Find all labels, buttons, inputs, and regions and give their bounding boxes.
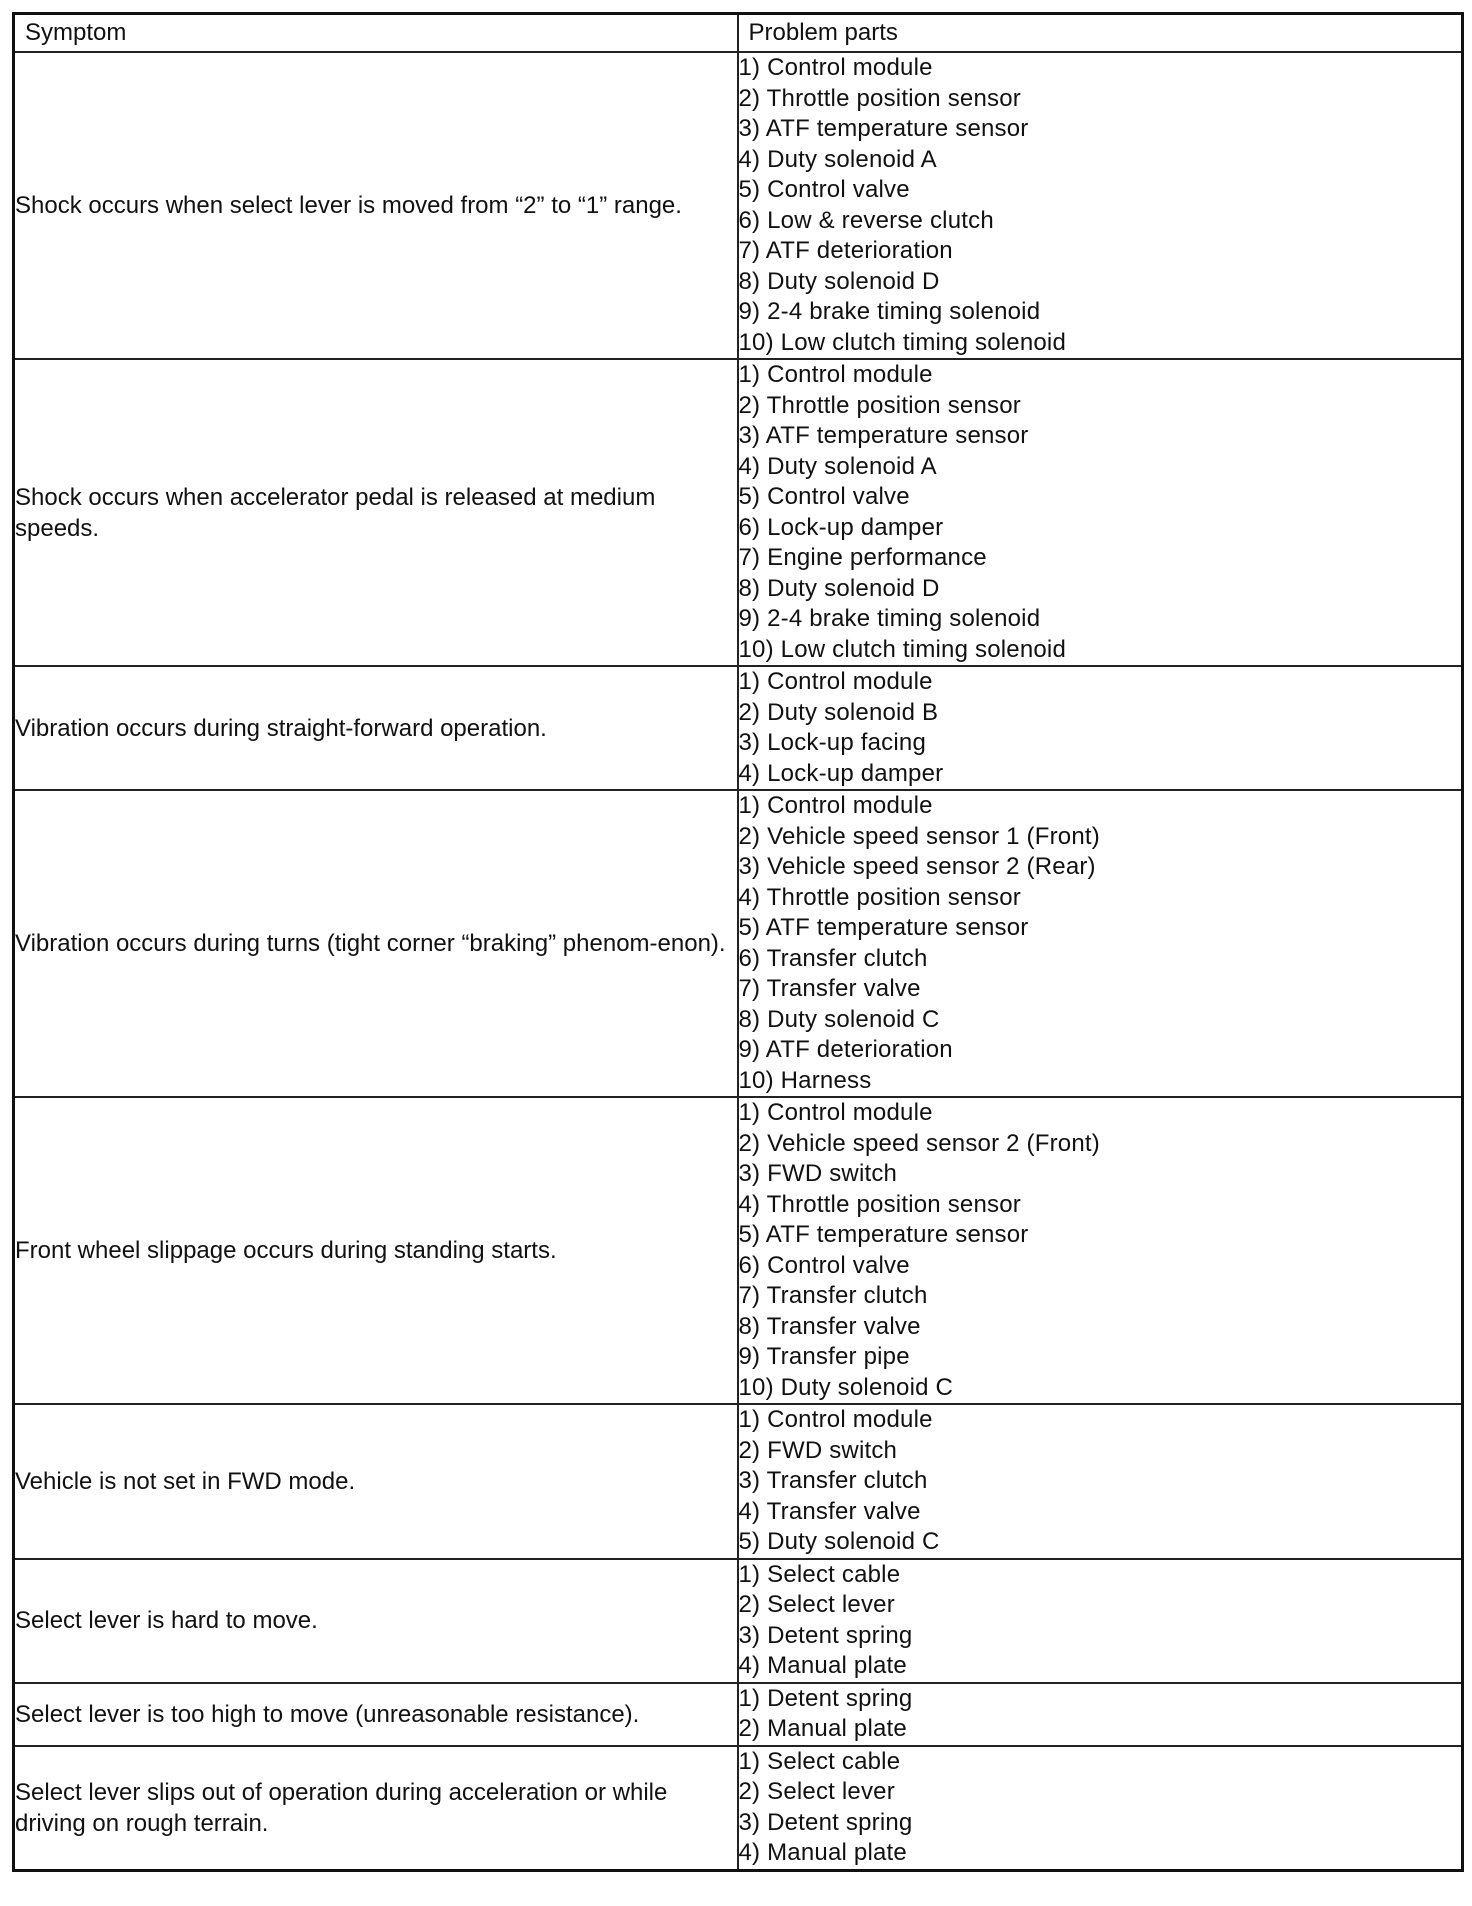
problem-parts-cell	[738, 1683, 1463, 1746]
problem-parts-cell	[738, 1097, 1463, 1404]
problem-part-item: 1) Control module	[738, 792, 933, 819]
table-row	[14, 1404, 1463, 1559]
problem-parts-cell	[738, 666, 1463, 790]
problem-part-item: 2) Vehicle speed sensor 2 (Front)	[738, 1129, 1100, 1157]
problem-part-item: 9) Transfer pipe	[738, 1343, 910, 1370]
table-row	[14, 1559, 1463, 1683]
problem-part-item: 9) 2-4 brake timing solenoid	[738, 605, 1041, 632]
problem-parts-cell	[738, 52, 1463, 359]
symptom-cell: Shock occurs when accelerator pedal is released at medium speeds.	[14, 359, 738, 666]
problem-part-item: 8) Duty solenoid C	[738, 1005, 940, 1033]
symptom-table	[12, 12, 1464, 1872]
problem-part-item: 3) Detent spring	[738, 1808, 913, 1836]
problem-part-item: 7) Engine performance	[738, 544, 987, 571]
problem-part-item: 5) ATF temperature sensor	[738, 1221, 1029, 1248]
problem-part-item: 3) Transfer clutch	[738, 1467, 928, 1494]
problem-part-item: 8) Transfer valve	[738, 1312, 921, 1340]
problem-part-item: 1) Control module	[738, 668, 933, 695]
problem-part-item: 6) Low & reverse clutch	[738, 206, 994, 234]
problem-part-item: 10) Low clutch timing solenoid	[738, 328, 1067, 356]
problem-part-item: 1) Detent spring	[738, 1684, 913, 1712]
problem-part-item: 2) Duty solenoid B	[738, 698, 939, 726]
parts-column-header: Problem parts	[738, 14, 1463, 53]
problem-part-item: 5) Control valve	[738, 483, 910, 510]
symptom-cell: Select lever slips out of operation during acceleration or while driving on rough terrain.	[14, 1746, 738, 1871]
problem-part-item: 4) Transfer valve	[738, 1497, 921, 1525]
problem-part-item: 6) Control valve	[738, 1251, 910, 1279]
problem-part-item: 3) Vehicle speed sensor 2 (Rear)	[738, 853, 1096, 880]
problem-parts-cell	[738, 1404, 1463, 1559]
problem-part-item: 5) Control valve	[738, 176, 910, 203]
symptom-cell: Select lever is hard to move.	[14, 1559, 738, 1683]
problem-part-item: 1) Control module	[738, 1406, 933, 1433]
problem-parts-cell	[738, 1559, 1463, 1683]
problem-part-item: 2) Select lever	[738, 1778, 895, 1805]
problem-part-item: 7) Transfer clutch	[738, 1282, 928, 1309]
problem-part-item: 4) Throttle position sensor	[738, 883, 1021, 911]
problem-part-item: 9) ATF deterioration	[738, 1036, 953, 1063]
table-row	[14, 52, 1463, 359]
problem-part-item: 3) ATF temperature sensor	[738, 115, 1029, 142]
table-row	[14, 1683, 1463, 1746]
problem-part-item: 10) Low clutch timing solenoid	[738, 635, 1067, 663]
problem-part-item: 5) Duty solenoid C	[738, 1528, 940, 1555]
symptom-cell: Front wheel slippage occurs during standing starts.	[14, 1097, 738, 1404]
symptom-cell: Vibration occurs during turns (tight corner “braking” phenom-enon).	[14, 790, 738, 1097]
problem-part-item: 2) Throttle position sensor	[738, 391, 1021, 419]
table-row	[14, 359, 1463, 666]
problem-part-item: 7) Transfer valve	[738, 975, 921, 1002]
problem-part-item: 4) Lock-up damper	[738, 759, 944, 787]
problem-part-item: 1) Control module	[738, 1099, 933, 1126]
table-row	[14, 666, 1463, 790]
problem-parts-cell	[738, 359, 1463, 666]
table-row	[14, 1746, 1463, 1871]
problem-part-item: 5) ATF temperature sensor	[738, 914, 1029, 941]
problem-part-item: 8) Duty solenoid D	[738, 574, 940, 602]
symptom-cell: Vehicle is not set in FWD mode.	[14, 1404, 738, 1559]
problem-parts-cell	[738, 1746, 1463, 1871]
problem-part-item: 3) FWD switch	[738, 1160, 898, 1187]
problem-part-item: 1) Select cable	[738, 1560, 901, 1588]
problem-part-item: 2) Vehicle speed sensor 1 (Front)	[738, 822, 1100, 850]
problem-part-item: 1) Select cable	[738, 1747, 901, 1775]
symptom-column-header: Symptom	[14, 14, 738, 53]
problem-part-item: 6) Lock-up damper	[738, 513, 944, 541]
problem-part-item: 2) Manual plate	[738, 1715, 907, 1742]
problem-part-item: 4) Duty solenoid A	[738, 452, 937, 480]
problem-part-item: 4) Manual plate	[738, 1652, 907, 1679]
symptom-cell: Vibration occurs during straight-forward operation.	[14, 666, 738, 790]
problem-part-item: 1) Control module	[738, 54, 933, 81]
problem-part-item: 2) Select lever	[738, 1591, 895, 1618]
problem-part-item: 1) Control module	[738, 361, 933, 388]
problem-part-item: 2) FWD switch	[738, 1436, 898, 1464]
symptom-cell: Shock occurs when select lever is moved from “2” to “1” range.	[14, 52, 738, 359]
problem-part-item: 4) Duty solenoid A	[738, 145, 937, 173]
problem-part-item: 6) Transfer clutch	[738, 944, 928, 972]
problem-part-item: 7) ATF deterioration	[738, 237, 953, 264]
problem-part-item: 10) Harness	[738, 1066, 872, 1094]
problem-part-item: 3) ATF temperature sensor	[738, 422, 1029, 449]
problem-part-item: 10) Duty solenoid C	[738, 1373, 954, 1401]
table-row	[14, 1097, 1463, 1404]
symptom-cell: Select lever is too high to move (unreasonable resistance).	[14, 1683, 738, 1746]
table-header-row	[14, 14, 1463, 53]
table-row	[14, 790, 1463, 1097]
problem-part-item: 8) Duty solenoid D	[738, 267, 940, 295]
problem-part-item: 2) Throttle position sensor	[738, 84, 1021, 112]
problem-part-item: 4) Manual plate	[738, 1839, 907, 1866]
problem-parts-cell	[738, 790, 1463, 1097]
problem-part-item: 4) Throttle position sensor	[738, 1190, 1021, 1218]
problem-part-item: 3) Detent spring	[738, 1621, 913, 1649]
problem-part-item: 9) 2-4 brake timing solenoid	[738, 298, 1041, 325]
problem-part-item: 3) Lock-up facing	[738, 729, 927, 756]
